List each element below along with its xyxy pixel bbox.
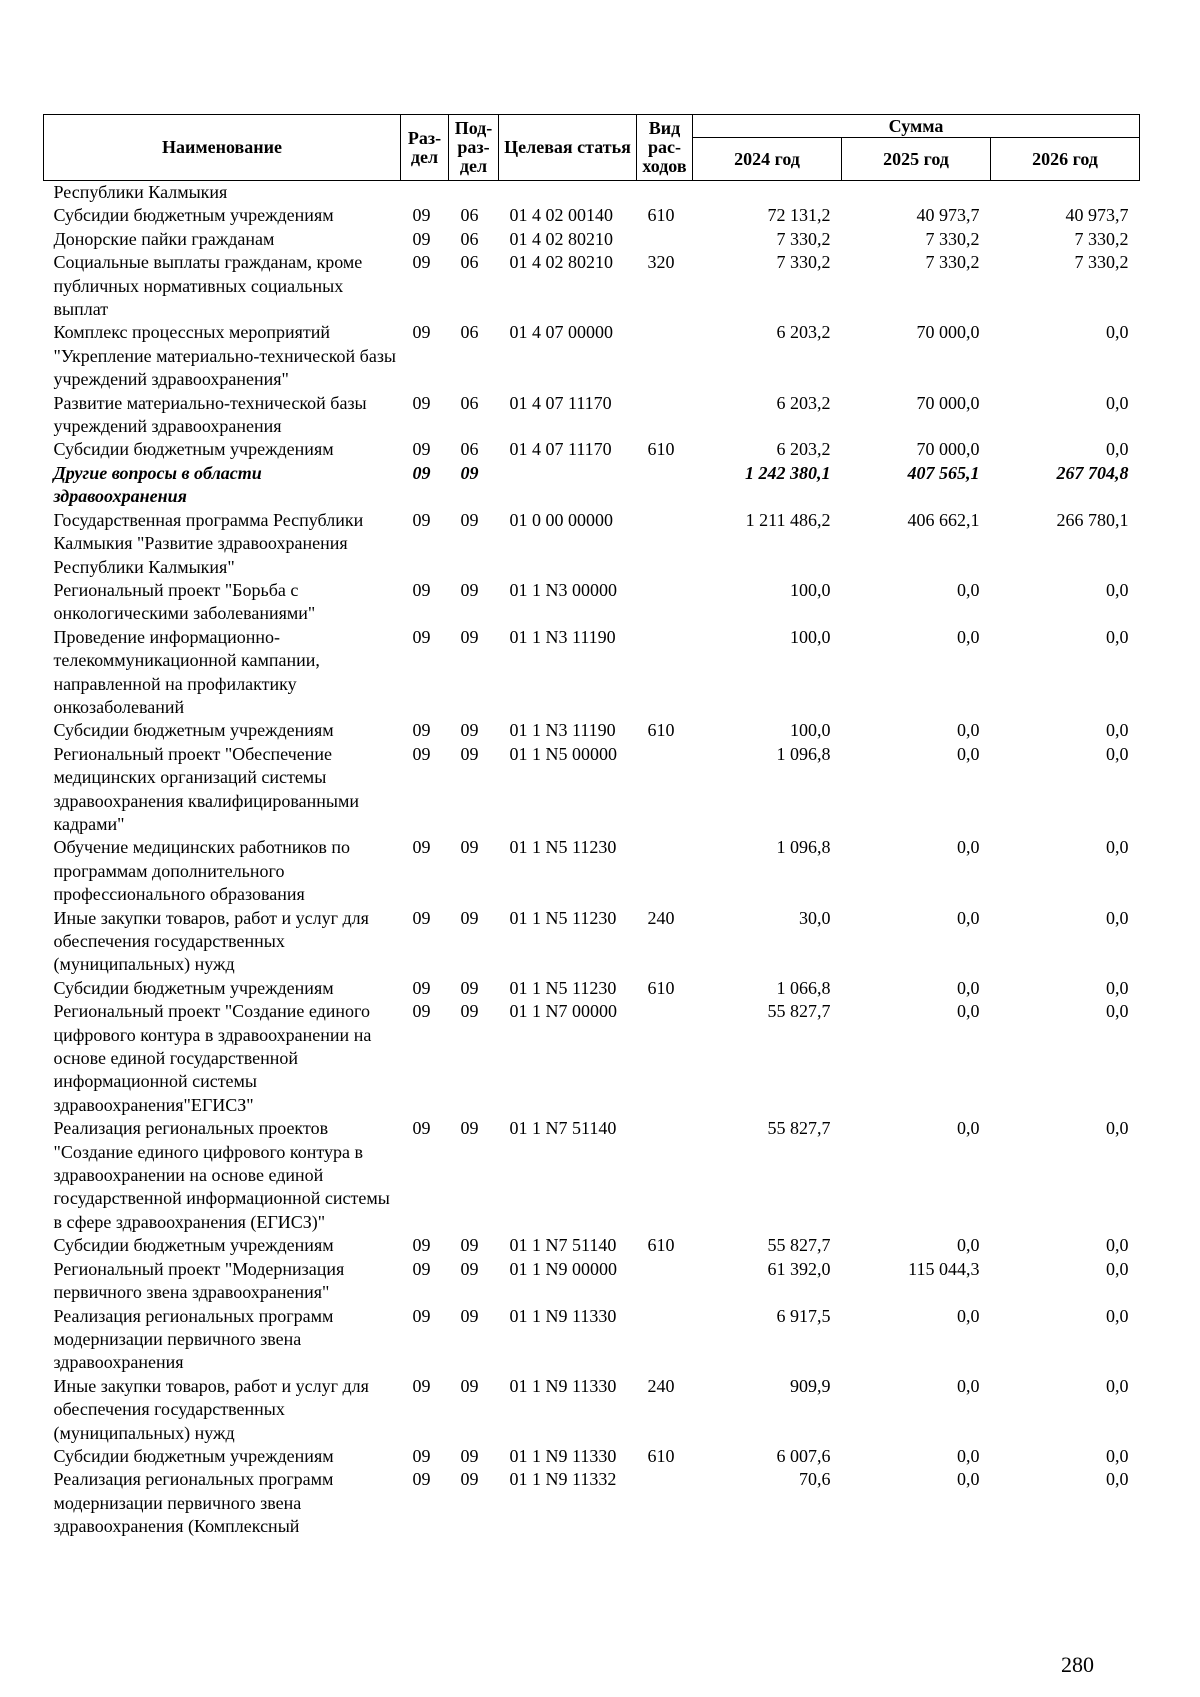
- table-row: [44, 321, 1140, 391]
- row-sum-2026: 267 704,8: [1056, 462, 1129, 483]
- row-sum-2025: 0,0: [957, 720, 980, 741]
- header-celevaya-statya: Целевая статья: [499, 115, 637, 181]
- table-row: [44, 907, 1140, 977]
- row-celevaya-statya: 01 1 N3 11190: [509, 626, 616, 647]
- row-sum-2024: 100,0: [790, 579, 831, 600]
- row-celevaya-statya: 01 4 07 00000: [509, 322, 613, 343]
- table-row: [44, 579, 1140, 626]
- table-row: [44, 1445, 1140, 1468]
- row-sum-2026: 0,0: [1106, 1445, 1129, 1466]
- row-razdel: 09: [412, 1469, 431, 1490]
- row-vid-raskhodov: [637, 462, 693, 509]
- row-sum-2024: 72 131,2: [767, 205, 831, 226]
- row-vid-raskhodov: 240: [647, 907, 675, 928]
- row-razdel: 09: [412, 907, 431, 928]
- row-name: Региональный проект "Модернизация первичного звена здравоохранения": [53, 1258, 345, 1303]
- row-podrazdel: 06: [460, 205, 479, 226]
- row-sum-2025: 0,0: [957, 626, 980, 647]
- header-vid-raskhodov: Вид рас-ходов: [637, 115, 693, 181]
- row-razdel: 09: [412, 743, 431, 764]
- row-podrazdel: [449, 181, 499, 205]
- row-podrazdel: 06: [460, 228, 479, 249]
- row-celevaya-statya: 01 1 N9 11330: [509, 1305, 617, 1326]
- row-celevaya-statya: 01 1 N5 00000: [509, 743, 617, 764]
- row-vid-raskhodov: [637, 626, 693, 720]
- table-row: [44, 438, 1140, 461]
- row-podrazdel: 09: [460, 1305, 479, 1326]
- table-row: [44, 743, 1140, 837]
- row-celevaya-statya: 01 1 N5 11230: [509, 837, 617, 858]
- row-vid-raskhodov: 610: [647, 1235, 675, 1256]
- row-sum-2025: 406 662,1: [907, 509, 980, 530]
- row-sum-2025: 0,0: [957, 579, 980, 600]
- row-vid-raskhodov: [637, 1000, 693, 1117]
- row-sum-2024: 909,9: [790, 1375, 831, 1396]
- row-vid-raskhodov: 320: [647, 252, 675, 273]
- table-row: [44, 509, 1140, 579]
- row-sum-2024: 7 330,2: [776, 252, 831, 273]
- row-name: Региональный проект "Борьба с онкологическими заболеваниями": [53, 579, 316, 624]
- row-sum-2025: [842, 181, 991, 205]
- row-sum-2026: 0,0: [1106, 907, 1129, 928]
- row-podrazdel: 09: [460, 743, 479, 764]
- row-podrazdel: 06: [460, 392, 479, 413]
- row-podrazdel: 09: [460, 626, 479, 647]
- row-celevaya-statya: 01 1 N3 11190: [509, 720, 616, 741]
- row-sum-2024: 6 203,2: [776, 322, 831, 343]
- table-header: [44, 115, 1140, 181]
- row-sum-2026: 7 330,2: [1074, 228, 1129, 249]
- row-celevaya-statya: 01 1 N5 11230: [509, 907, 617, 928]
- table-row: [44, 228, 1140, 251]
- row-sum-2025: 7 330,2: [925, 228, 980, 249]
- row-sum-2024: 100,0: [790, 720, 831, 741]
- row-name: Субсидии бюджетным учреждениям: [53, 1445, 334, 1466]
- row-sum-2026: 7 330,2: [1074, 252, 1129, 273]
- row-sum-2025: 70 000,0: [916, 439, 980, 460]
- row-razdel: 09: [412, 228, 431, 249]
- row-sum-2024: [693, 181, 842, 205]
- row-sum-2025: 0,0: [957, 743, 980, 764]
- row-sum-2025: 70 000,0: [916, 392, 980, 413]
- row-name: Обучение медицинских работников по программам дополнительного профессионального образования: [53, 837, 350, 905]
- budget-table: [43, 114, 1140, 1539]
- row-podrazdel: 09: [460, 1258, 479, 1279]
- row-vid-raskhodov: [637, 579, 693, 626]
- header-razdel: Раз-дел: [401, 115, 449, 181]
- row-sum-2026: 40 973,7: [1065, 205, 1129, 226]
- table-body: [44, 181, 1140, 1539]
- row-sum-2024: 55 827,7: [767, 1001, 831, 1022]
- row-name: Субсидии бюджетным учреждениям: [53, 205, 334, 226]
- row-sum-2024: 55 827,7: [767, 1118, 831, 1139]
- row-podrazdel: 09: [460, 1469, 479, 1490]
- row-sum-2024: 55 827,7: [767, 1235, 831, 1256]
- table-row: [44, 204, 1140, 227]
- row-sum-2025: 0,0: [957, 1445, 980, 1466]
- row-sum-2026: 0,0: [1106, 720, 1129, 741]
- row-name: Реализация региональных проектов "Создание единого цифрового контура в здравоохранении на основе единой государственной информационной системы в сфере здравоохранения (ЕГИСЗ)": [53, 1118, 390, 1232]
- row-sum-2025: 0,0: [957, 1375, 980, 1396]
- row-name: Субсидии бюджетным учреждениям: [53, 439, 334, 460]
- row-vid-raskhodov: [637, 1117, 693, 1234]
- row-vid-raskhodov: [637, 836, 693, 906]
- row-sum-2025: 0,0: [957, 1235, 980, 1256]
- row-vid-raskhodov: [637, 1305, 693, 1375]
- row-sum-2024: 1 242 380,1: [745, 462, 831, 483]
- row-sum-2025: 0,0: [957, 977, 980, 998]
- table-row: [44, 977, 1140, 1000]
- row-sum-2026: 0,0: [1106, 1235, 1129, 1256]
- row-razdel: 09: [412, 977, 431, 998]
- row-celevaya-statya: 01 0 00 00000: [509, 509, 613, 530]
- row-name: Реализация региональных программ модернизации первичного звена здравоохранения: [53, 1305, 334, 1373]
- row-sum-2025: 115 044,3: [908, 1258, 980, 1279]
- row-razdel: 09: [412, 579, 431, 600]
- row-sum-2024: 70,6: [799, 1469, 831, 1490]
- row-name: Иные закупки товаров, работ и услуг для обеспечения государственных (муниципальных) нужд: [53, 907, 369, 975]
- row-name: Региональный проект "Обеспечение медицинских организаций системы здравоохранения квалифицированными кадрами": [53, 743, 359, 834]
- row-sum-2024: 6 917,5: [776, 1305, 831, 1326]
- row-name: Социальные выплаты гражданам, кроме публичных нормативных социальных выплат: [53, 252, 363, 320]
- row-sum-2025: 0,0: [957, 1001, 980, 1022]
- row-podrazdel: 09: [460, 1001, 479, 1022]
- row-podrazdel: 09: [460, 977, 479, 998]
- row-sum-2025: 0,0: [957, 1305, 980, 1326]
- row-vid-raskhodov: [637, 181, 693, 205]
- row-vid-raskhodov: 610: [647, 1445, 675, 1466]
- row-sum-2026: 0,0: [1106, 392, 1129, 413]
- row-razdel: 09: [412, 720, 431, 741]
- row-sum-2024: 1 211 486,2: [745, 509, 831, 530]
- row-razdel: 09: [412, 626, 431, 647]
- row-razdel: 09: [412, 837, 431, 858]
- row-celevaya-statya: 01 4 02 80210: [509, 228, 613, 249]
- row-sum-2026: 0,0: [1106, 837, 1129, 858]
- row-celevaya-statya: 01 4 07 11170: [509, 439, 612, 460]
- row-razdel: [401, 181, 449, 205]
- row-name: Реализация региональных программ модернизации первичного звена здравоохранения (Комплексный: [53, 1469, 334, 1537]
- row-sum-2026: 0,0: [1106, 1258, 1129, 1279]
- row-vid-raskhodov: 610: [647, 205, 675, 226]
- header-podrazdel: Под-раз-дел: [449, 115, 499, 181]
- header-name: Наименование: [44, 115, 401, 181]
- table-row: [44, 719, 1140, 742]
- row-razdel: 09: [412, 1375, 431, 1396]
- row-celevaya-statya: [499, 462, 637, 509]
- row-sum-2026: 0,0: [1106, 1001, 1129, 1022]
- row-sum-2026: 0,0: [1106, 626, 1129, 647]
- row-razdel: 09: [412, 1118, 431, 1139]
- row-name: Субсидии бюджетным учреждениям: [53, 1235, 334, 1256]
- row-sum-2025: 0,0: [957, 1118, 980, 1139]
- row-sum-2026: 0,0: [1106, 977, 1129, 998]
- row-celevaya-statya: 01 1 N9 00000: [509, 1258, 617, 1279]
- table-row: [44, 836, 1140, 906]
- row-vid-raskhodov: [637, 392, 693, 439]
- row-vid-raskhodov: 240: [647, 1375, 675, 1396]
- row-sum-2026: 0,0: [1106, 1118, 1129, 1139]
- row-razdel: 09: [412, 1445, 431, 1466]
- row-razdel: 09: [412, 1001, 431, 1022]
- row-vid-raskhodov: [637, 509, 693, 579]
- row-razdel: 09: [412, 1235, 431, 1256]
- row-celevaya-statya: 01 1 N7 00000: [509, 1001, 617, 1022]
- row-razdel: 09: [412, 1258, 431, 1279]
- row-razdel: 09: [412, 509, 431, 530]
- table-row: [44, 1468, 1140, 1538]
- row-razdel: 09: [412, 1305, 431, 1326]
- page-number: 280: [1061, 1652, 1094, 1677]
- row-sum-2025: 40 973,7: [916, 205, 980, 226]
- row-name: Развитие материально-технической базы учреждений здравоохранения: [53, 392, 367, 437]
- row-podrazdel: 09: [460, 1235, 479, 1256]
- row-celevaya-statya: 01 1 N7 51140: [509, 1118, 617, 1139]
- row-name: Государственная программа Республики Калмыкия "Развитие здравоохранения Республики Калмыкия": [53, 509, 364, 577]
- row-name: Субсидии бюджетным учреждениям: [53, 720, 334, 741]
- row-sum-2025: 7 330,2: [925, 252, 980, 273]
- table-row: [44, 1305, 1140, 1375]
- row-sum-2026: 0,0: [1106, 1469, 1129, 1490]
- row-sum-2025: 0,0: [957, 837, 980, 858]
- row-sum-2025: 0,0: [957, 1469, 980, 1490]
- row-sum-2026: 0,0: [1106, 743, 1129, 764]
- row-sum-2024: 1 096,8: [776, 837, 831, 858]
- row-name: Иные закупки товаров, работ и услуг для обеспечения государственных (муниципальных) нужд: [53, 1375, 369, 1443]
- row-razdel: 09: [412, 392, 431, 413]
- row-podrazdel: 06: [460, 322, 479, 343]
- header-year-2025: 2025 год: [842, 138, 991, 181]
- row-celevaya-statya: 01 4 02 80210: [509, 252, 613, 273]
- row-name: Республики Калмыкия: [53, 182, 228, 202]
- row-vid-raskhodov: [637, 228, 693, 251]
- table-row: [44, 1258, 1140, 1305]
- table-row: [44, 392, 1140, 439]
- row-sum-2026: 0,0: [1106, 439, 1129, 460]
- row-celevaya-statya: 01 1 N3 00000: [509, 579, 617, 600]
- row-celevaya-statya: 01 1 N5 11230: [509, 977, 617, 998]
- row-celevaya-statya: 01 1 N9 11330: [509, 1445, 617, 1466]
- row-sum-2025: 70 000,0: [916, 322, 980, 343]
- table-row: [44, 1234, 1140, 1257]
- table-row: [44, 462, 1140, 509]
- row-sum-2024: 100,0: [790, 626, 831, 647]
- row-sum-2026: 0,0: [1106, 322, 1129, 343]
- row-vid-raskhodov: [637, 1258, 693, 1305]
- row-podrazdel: 06: [460, 439, 479, 460]
- table-row: [44, 251, 1140, 321]
- row-celevaya-statya: 01 4 07 11170: [509, 392, 612, 413]
- row-sum-2024: 1 096,8: [776, 743, 831, 764]
- row-vid-raskhodov: 610: [647, 977, 675, 998]
- table-row: [44, 626, 1140, 720]
- table-row: [44, 181, 1140, 205]
- row-sum-2026: 0,0: [1106, 1375, 1129, 1396]
- row-sum-2025: 0,0: [957, 907, 980, 928]
- row-vid-raskhodov: 610: [647, 439, 675, 460]
- row-razdel: 09: [412, 322, 431, 343]
- row-sum-2026: [991, 181, 1140, 205]
- row-celevaya-statya: 01 1 N7 51140: [509, 1235, 617, 1256]
- row-sum-2025: 407 565,1: [907, 462, 980, 483]
- row-name: Комплекс процессных мероприятий "Укрепление материально-технической базы учреждений здравоохранения": [53, 322, 397, 390]
- row-sum-2024: 30,0: [799, 907, 831, 928]
- row-podrazdel: 09: [460, 509, 479, 530]
- row-podrazdel: 09: [460, 837, 479, 858]
- row-vid-raskhodov: [637, 321, 693, 391]
- row-sum-2026: 266 780,1: [1056, 509, 1129, 530]
- row-name: Региональный проект "Создание единого цифрового контура в здравоохранении на основе единой государственной информационной системы здравоохранения"ЕГИСЗ": [53, 1001, 372, 1115]
- row-podrazdel: 09: [460, 462, 479, 483]
- row-vid-raskhodov: 610: [647, 720, 675, 741]
- row-name: Субсидии бюджетным учреждениям: [53, 977, 334, 998]
- table-row: [44, 1000, 1140, 1117]
- row-podrazdel: 09: [460, 579, 479, 600]
- row-name: Проведение информационно-телекоммуникационной кампании, направленной на профилактику онкозаболеваний: [53, 626, 320, 717]
- row-sum-2024: 6 203,2: [776, 392, 831, 413]
- table-row: [44, 1375, 1140, 1445]
- row-razdel: 09: [412, 205, 431, 226]
- row-vid-raskhodov: [637, 743, 693, 837]
- row-podrazdel: 09: [460, 907, 479, 928]
- header-summa: Сумма: [693, 115, 1140, 138]
- row-celevaya-statya: 01 4 02 00140: [509, 205, 613, 226]
- row-podrazdel: 09: [460, 720, 479, 741]
- document-page: [43, 114, 1138, 1539]
- header-year-2024: 2024 год: [693, 138, 842, 181]
- row-sum-2024: 61 392,0: [767, 1258, 831, 1279]
- row-podrazdel: 09: [460, 1445, 479, 1466]
- row-sum-2024: 1 066,8: [776, 977, 831, 998]
- row-sum-2024: 7 330,2: [776, 228, 831, 249]
- row-sum-2026: 0,0: [1106, 579, 1129, 600]
- row-sum-2024: 6 203,2: [776, 439, 831, 460]
- row-razdel: 09: [412, 439, 431, 460]
- row-celevaya-statya: 01 1 N9 11330: [509, 1375, 617, 1396]
- row-podrazdel: 09: [460, 1118, 479, 1139]
- row-sum-2026: 0,0: [1106, 1305, 1129, 1326]
- table-row: [44, 1117, 1140, 1234]
- row-razdel: 09: [412, 252, 431, 273]
- row-celevaya-statya: [499, 181, 637, 205]
- row-podrazdel: 09: [460, 1375, 479, 1396]
- header-year-2026: 2026 год: [991, 138, 1140, 181]
- row-name: Донорские пайки гражданам: [53, 228, 275, 249]
- row-celevaya-statya: 01 1 N9 11332: [509, 1469, 617, 1490]
- row-sum-2024: 6 007,6: [776, 1445, 831, 1466]
- row-podrazdel: 06: [460, 252, 479, 273]
- row-vid-raskhodov: [637, 1468, 693, 1538]
- row-name: Другие вопросы в области здравоохранения: [53, 462, 262, 507]
- row-razdel: 09: [412, 462, 431, 483]
